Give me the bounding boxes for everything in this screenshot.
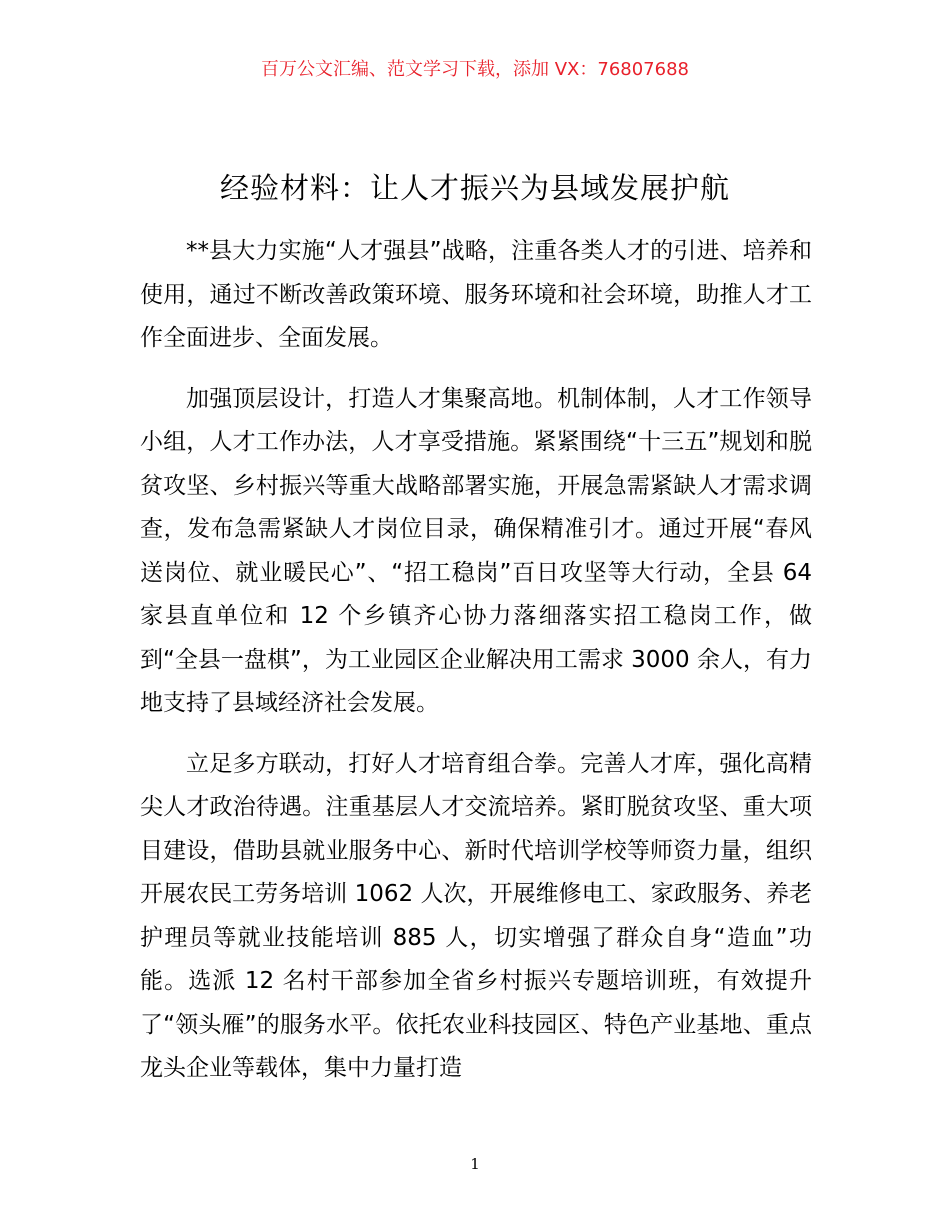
paragraph-top-level-design: 加强顶层设计，打造人才集聚高地。机制体制，人才工作领导小组，人才工作办法，人才享受措施。紧紧围绕“十三五”规划和脱贫攻坚、乡村振兴等重大战略部署实施，开展急需紧缺人才需求调查，发布急需紧缺人才岗位目录，确保精准引才。通过开展“春风送岗位、就业暖民心”、“招工稳岗”百日攻坚等大行动，全县 64 家县直单位和 12 个乡镇齐心协力落细落实招工稳岗工作，做到“全县一盘棋”，为工业园区企业解决用工需求 3000 余人，有力地支持了县域经济社会发展。	[140, 385, 812, 716]
document-body	[140, 230, 812, 1091]
watermark-header: 百万公文汇编、范文学习下载，添加 VX：76807688	[261, 59, 689, 80]
page-number: 1	[470, 1155, 480, 1173]
paragraph-intro: **县大力实施“人才强县”战略，注重各类人才的引进、培养和使用，通过不断改善政策环境、服务环境和社会环境，助推人才工作全面进步、全面发展。	[140, 238, 812, 351]
paragraph-talent-training: 立足多方联动，打好人才培育组合拳。完善人才库，强化高精尖人才政治待遇。注重基层人才交流培养。紧盯脱贫攻坚、重大项目建设，借助县就业服务中心、新时代培训学校等师资力量，组织开展农民工劳务培训 1062 人次，开展维修电工、家政服务、养老护理员等就业技能培训 885 人，切实增强了群众自身“造血”功能。选派 12 名村干部参加全省乡村振兴专题培训班，有效提升了“领头雁”的服务水平。依托农业科技园区、特色产业基地、重点龙头企业等载体，集中力量打造	[140, 750, 812, 1081]
document-title: 经验材料：让人才振兴为县域发展护航	[219, 171, 730, 205]
